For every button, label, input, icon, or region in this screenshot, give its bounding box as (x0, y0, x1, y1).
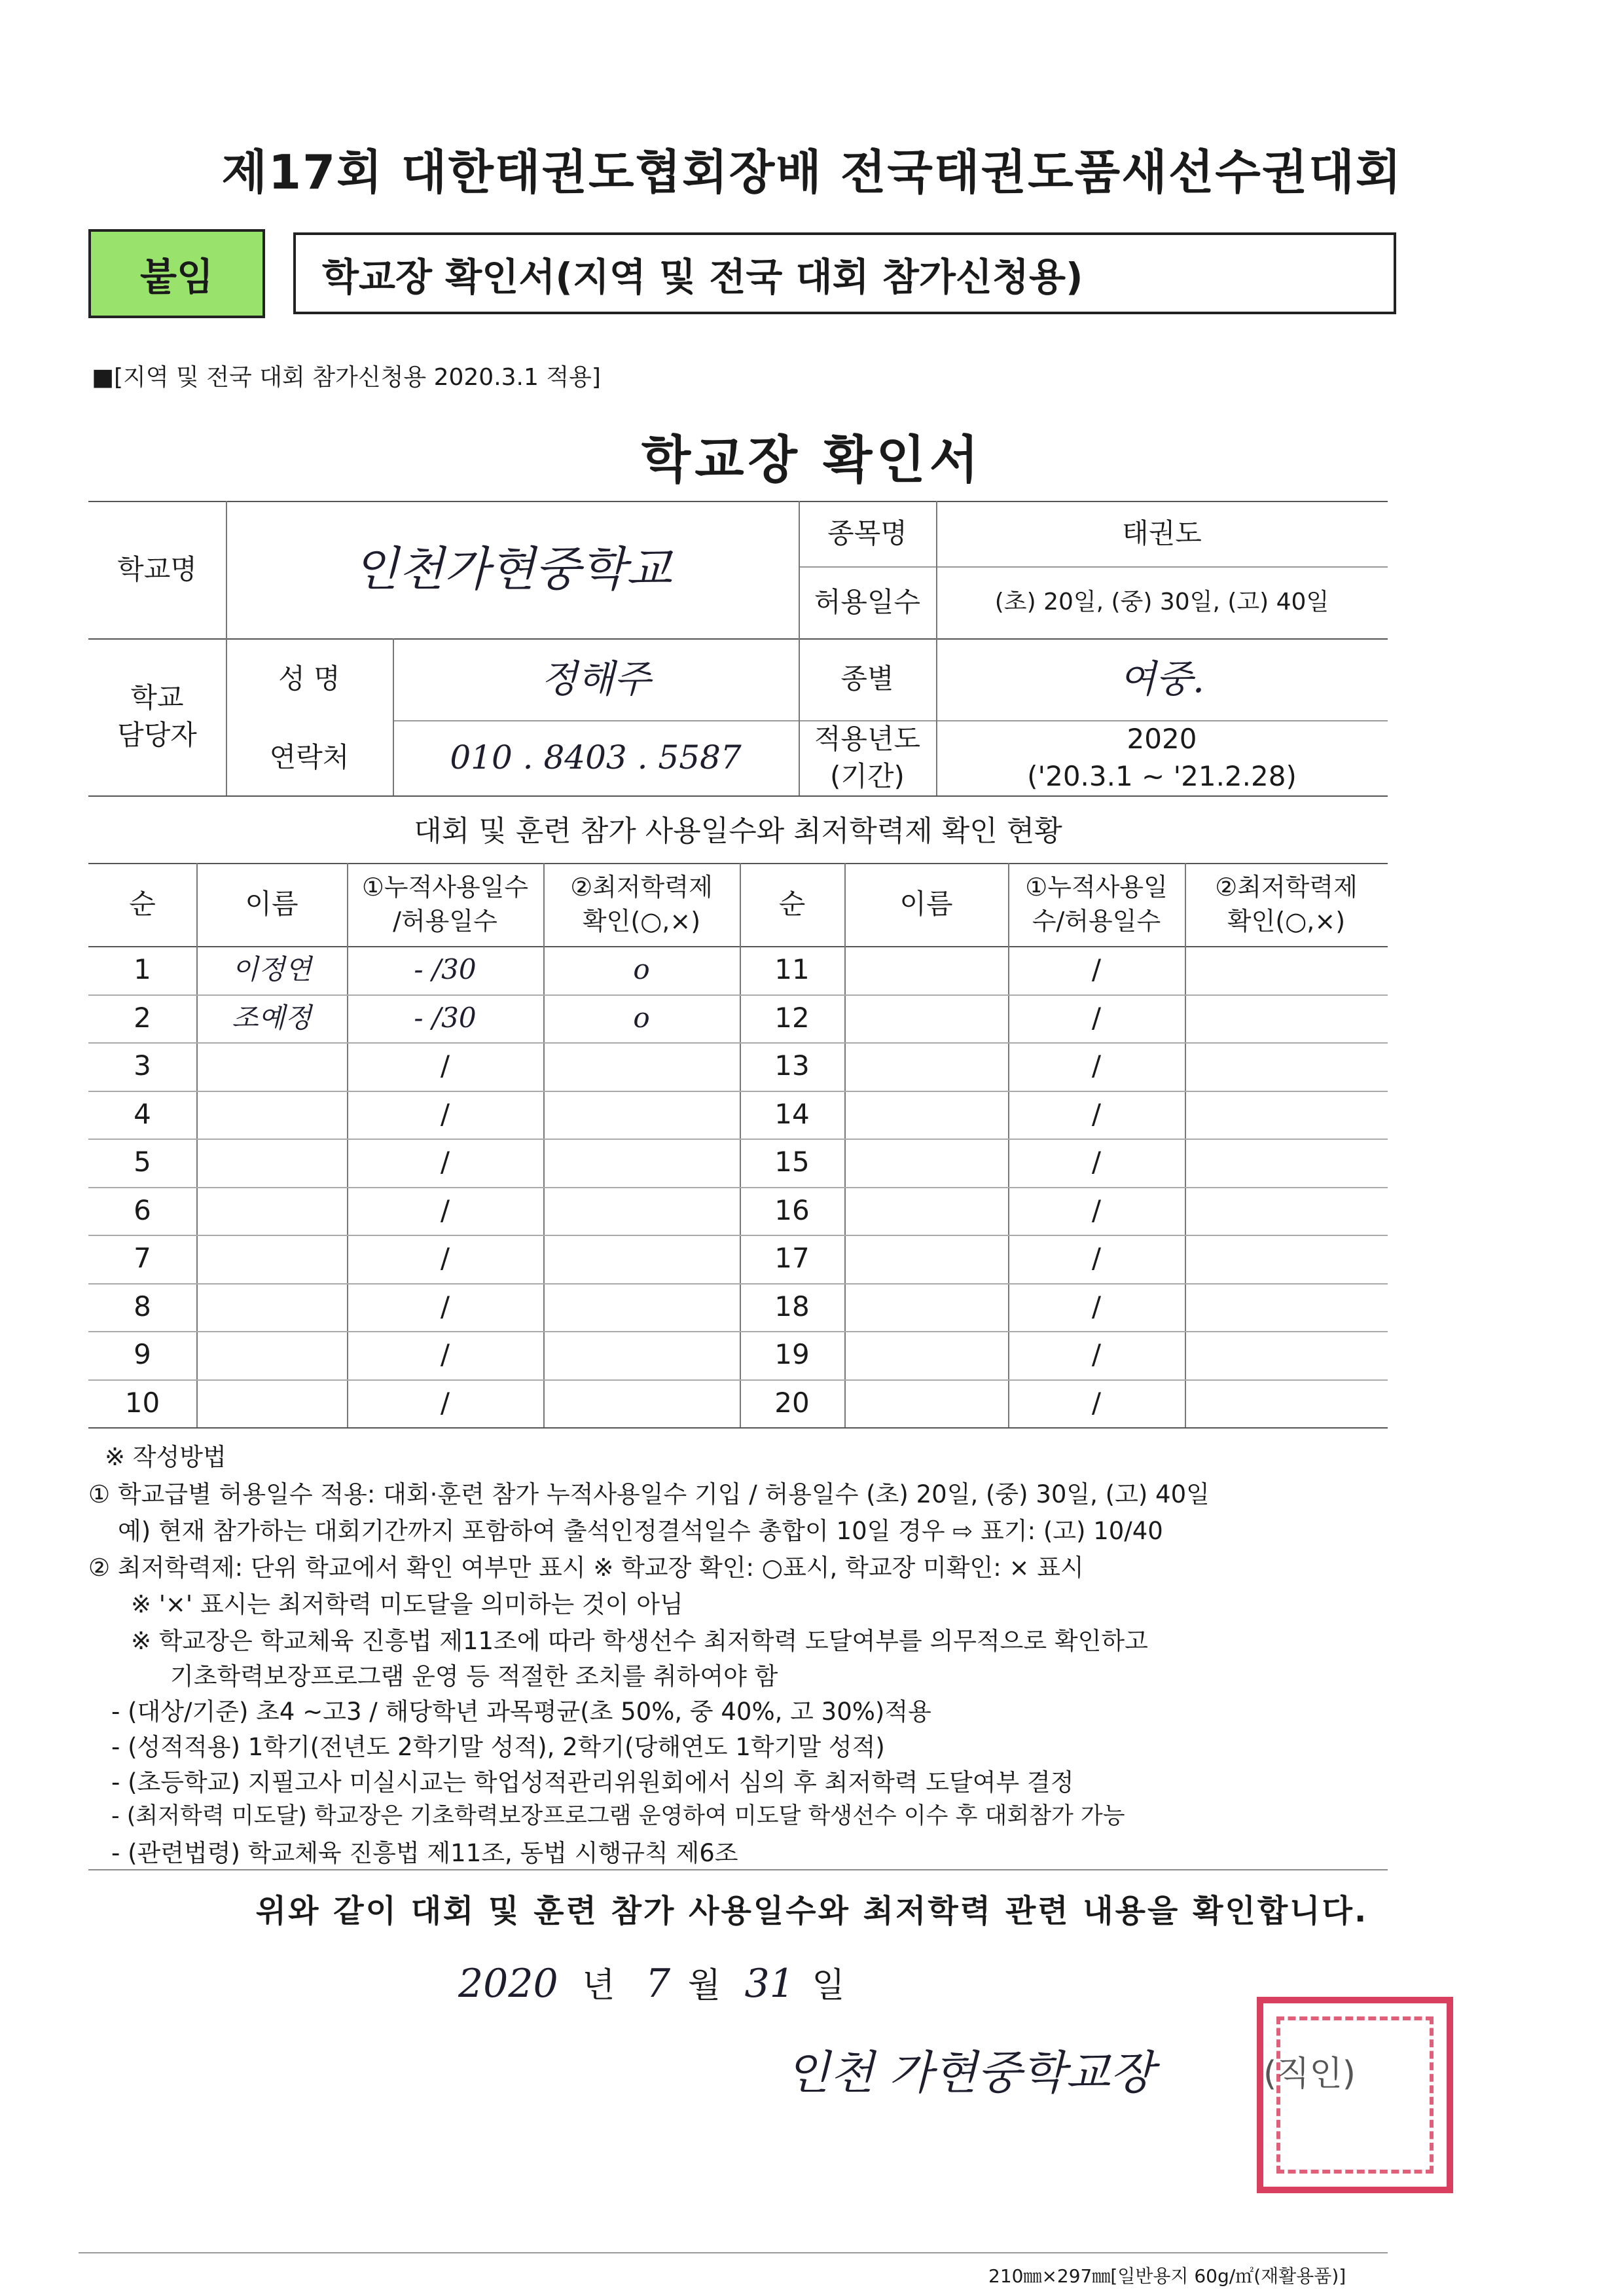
cell-days: / (1091, 1338, 1102, 1371)
cell-name (844, 1091, 1008, 1139)
cell-name (844, 1283, 1008, 1332)
date-year-unit: 년 (582, 1966, 615, 2005)
cell-check (1185, 994, 1388, 1043)
cell-days: / (1091, 1097, 1102, 1130)
cell-check (543, 1042, 740, 1091)
cell-check (1185, 1139, 1388, 1187)
school-label: 학교명 (117, 553, 197, 585)
name-value: 정해주 (540, 657, 651, 702)
header-check-right: ②최저학력제 확인(○,×) (1215, 873, 1358, 936)
cell-days: / (1091, 1146, 1102, 1178)
cell-name (844, 1235, 1008, 1283)
cell-days: / (1091, 1049, 1102, 1082)
cell-days: / (1091, 1242, 1102, 1275)
cell-no: 19 (774, 1338, 810, 1371)
issue-date (458, 1958, 845, 2007)
name-label: 성 명 (278, 663, 340, 695)
cell-name (196, 1139, 347, 1187)
cell-days: / (440, 1146, 450, 1178)
event-value: 태권도 (1122, 517, 1202, 549)
cell-no: 2 (134, 1001, 151, 1034)
cell-no: 15 (774, 1146, 810, 1178)
cell-name (844, 946, 1008, 994)
cell-name (196, 1187, 347, 1235)
cell-check (1185, 1331, 1388, 1379)
period-value: ('20.3.1 ~ '21.2.28) (1027, 759, 1297, 792)
cell-name (844, 1139, 1008, 1187)
subtitle-box (293, 232, 1396, 314)
principal-signature: 인천 가현중학교장 (785, 2046, 1155, 2100)
cell-no: 8 (134, 1290, 151, 1322)
cell-days: / (440, 1194, 450, 1226)
cell-no: 6 (134, 1194, 151, 1226)
method-line: 기초학력보장프로그램 운영 등 적절한 조치를 취하여야 함 (170, 1662, 778, 1690)
date-day-unit: 일 (812, 1966, 845, 2005)
type-value: 여중. (1119, 657, 1205, 702)
year-value-cell (936, 720, 1388, 795)
cell-check (543, 1283, 740, 1332)
header-name-right: 이름 (899, 888, 953, 920)
method-line: ※ '×' 표시는 최저학력 미도달을 의미하는 것이 아님 (131, 1590, 683, 1618)
cell-name (844, 1331, 1008, 1379)
cell-days: / (440, 1290, 450, 1322)
method-line: - (대상/기준) 초4 ~고3 / 해당학년 과목평균(초 50%, 중 40%, 고 30%)적용 (111, 1698, 931, 1726)
method-line: - (초등학교) 지필고사 미실시교는 학업성적관리위원회에서 심의 후 최저학력 도달여부 결정 (111, 1768, 1074, 1796)
cell-days: / (1091, 1001, 1102, 1034)
cell-check (543, 1091, 740, 1139)
cell-days: / (440, 1049, 450, 1082)
date-year: 2020 (458, 1961, 558, 2007)
cell-no: 18 (774, 1290, 810, 1322)
method-heading: ※ 작성방법 (105, 1443, 226, 1471)
cell-days: / (440, 1386, 450, 1419)
cell-days: / (1091, 953, 1102, 986)
header-no-right: 순 (778, 888, 806, 920)
cell-no: 20 (774, 1386, 810, 1419)
cell-no: 14 (774, 1097, 810, 1130)
header-days-left: ①누적사용일수 /허용일수 (361, 873, 529, 936)
cell-days: - /30 (414, 953, 477, 986)
days-label: 허용일수 (814, 585, 921, 618)
method-line: - (최저학력 미도달) 학교장은 기초학력보장프로그램 운영하여 미도달 학생선수 이수 후 대회참가 가능 (111, 1803, 1125, 1829)
school-value: 인천가현중학교 (353, 541, 672, 597)
cell-no: 4 (134, 1097, 151, 1130)
cell-name (844, 1379, 1008, 1428)
header-name-left: 이름 (245, 888, 298, 920)
cell-days: / (440, 1242, 450, 1275)
cell-no: 17 (774, 1242, 810, 1275)
cell-no: 7 (134, 1242, 151, 1275)
header-note: ■[지역 및 전국 대회 참가신청용 2020.3.1 적용] (92, 364, 601, 391)
cell-check (543, 1187, 740, 1235)
cell-no: 12 (774, 1001, 810, 1034)
date-day: 31 (744, 1961, 795, 2007)
year-label: 적용년도 (기간) (814, 722, 921, 792)
cell-check (1185, 1283, 1388, 1332)
cell-days: / (1091, 1194, 1102, 1226)
cell-check (543, 1331, 740, 1379)
cell-check (1185, 1091, 1388, 1139)
cell-name (844, 1187, 1008, 1235)
cell-name: 조예정 (232, 1001, 312, 1034)
cell-name (196, 1283, 347, 1332)
type-label: 종별 (840, 663, 894, 695)
contact-value: 010 . 8403 . 5587 (450, 738, 742, 776)
cell-no: 3 (134, 1049, 151, 1082)
cell-name (196, 1235, 347, 1283)
cell-check (543, 1235, 740, 1283)
days-value: (초) 20일, (중) 30일, (고) 40일 (994, 588, 1329, 615)
footer-note: 210㎜×297㎜[일반용지 60g/㎡(재활용품)] (988, 2265, 1346, 2287)
method-line: ① 학교급별 허용일수 적용: 대회·훈련 참가 누적사용일수 기입 / 허용일수 (초) 20일, (중) 30일, (고) 40일 (88, 1480, 1210, 1508)
cell-no: 16 (774, 1194, 810, 1226)
cell-days: / (440, 1097, 450, 1130)
date-month-unit: 월 (687, 1966, 721, 2005)
cell-check (543, 1139, 740, 1187)
cell-check: o (633, 1001, 650, 1034)
main-title: 제17회 대한태권도협회장배 전국태권도품새선수권대회 (221, 145, 1403, 200)
cell-no: 5 (134, 1146, 151, 1178)
cell-days: - /30 (414, 1001, 477, 1034)
cell-no: 10 (124, 1386, 160, 1419)
date-month: 7 (645, 1961, 671, 2007)
cell-name (196, 1331, 347, 1379)
header-days-right: ①누적사용일 수/허용일수 (1025, 873, 1168, 936)
cell-name (844, 1042, 1008, 1091)
section-caption: 대회 및 훈련 참가 사용일수와 최저학력제 확인 현황 (414, 814, 1062, 848)
confirm-statement: 위와 같이 대회 및 훈련 참가 사용일수와 최저학력 관련 내용을 확인합니다. (255, 1893, 1369, 1929)
event-label: 종목명 (827, 517, 907, 549)
cell-no: 9 (134, 1338, 151, 1371)
cell-name (196, 1042, 347, 1091)
cell-check (543, 1379, 740, 1428)
method-line: ② 최저학력제: 단위 학교에서 확인 여부만 표시 ※ 학교장 확인: ○표시, 학교장 미확인: × 표시 (88, 1554, 1084, 1582)
subtitle: 학교장 확인서(지역 및 전국 대회 참가신청용) (322, 254, 1083, 299)
year-value: 2020 (1127, 722, 1197, 755)
cell-no: 1 (134, 953, 151, 986)
cell-check (1185, 1187, 1388, 1235)
method-line: - (성적적용) 1학기(전년도 2학기말 성적), 2학기(당해연도 1학기말 성적) (111, 1733, 885, 1761)
cell-check (1185, 946, 1388, 994)
attachment-badge: 붙임 (88, 229, 265, 318)
cell-days: / (440, 1338, 450, 1371)
cell-check (1185, 1042, 1388, 1091)
seal-label: (직인) (1263, 2054, 1356, 2094)
official-seal-stamp (1257, 1997, 1453, 2193)
cell-check (1185, 1379, 1388, 1428)
method-line: 예) 현재 참가하는 대회기간까지 포함하여 출석인정결석일수 총합이 10일 경우 ⇨ 표기: (고) 10/40 (118, 1517, 1163, 1545)
cell-check: o (633, 953, 650, 986)
cell-no: 13 (774, 1049, 810, 1082)
cell-no: 11 (774, 953, 810, 986)
method-line: ※ 학교장은 학교체육 진흥법 제11조에 따라 학생선수 최저학력 도달여부를 의무적으로 확인하고 (131, 1627, 1148, 1655)
header-check-left: ②최저학력제 확인(○,×) (570, 873, 713, 936)
cell-days: / (1091, 1290, 1102, 1322)
cell-name (196, 1379, 347, 1428)
header-no-left: 순 (129, 888, 156, 920)
cell-check (1185, 1235, 1388, 1283)
document-title: 학교장 확인서 (641, 431, 983, 490)
cell-name: 이정연 (232, 953, 312, 986)
contact-label: 연락처 (269, 741, 350, 774)
cell-name (844, 994, 1008, 1043)
method-line: - (관련법령) 학교체육 진흥법 제11조, 동법 시행규칙 제6조 (111, 1839, 738, 1867)
cell-name (196, 1091, 347, 1139)
cell-days: / (1091, 1386, 1102, 1419)
manager-label: 학교 담당자 (117, 682, 197, 751)
